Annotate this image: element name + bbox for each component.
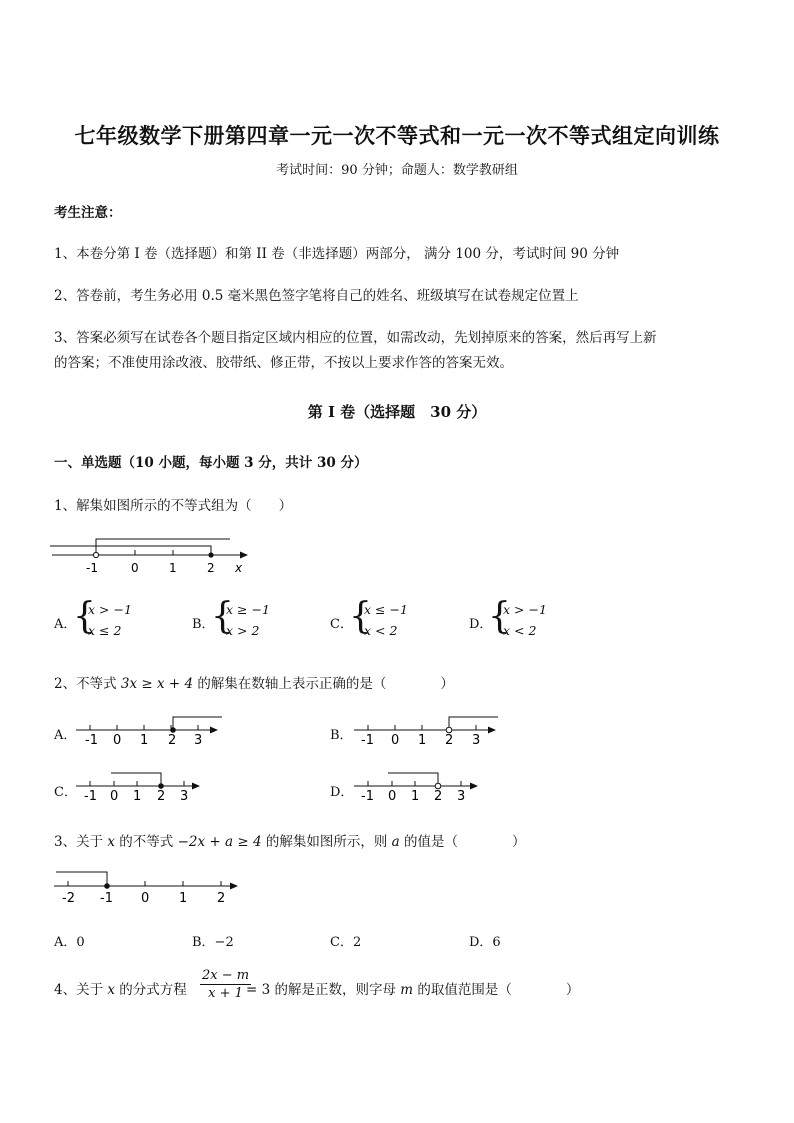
tick-label: 3: [457, 789, 466, 804]
question-3-number-line: [50, 864, 250, 908]
q3-option-c[interactable]: C．2: [330, 935, 362, 950]
stem-text: 的解集在数轴上表示正确的是（ ）: [193, 676, 454, 692]
q1-option-d-line-1: x > −1: [503, 602, 547, 617]
fraction: [200, 968, 251, 1001]
tick-label: 3: [472, 733, 481, 748]
stem-text: 4、关于: [54, 982, 108, 998]
q2-option-b-label[interactable]: B．: [330, 728, 353, 743]
tick-label: 1: [418, 733, 427, 748]
q1-option-c-label[interactable]: C．: [330, 617, 353, 632]
tick-label: 1: [133, 789, 142, 804]
stem-text: 的取值范围是（ ）: [413, 982, 580, 998]
tick-label: 0: [131, 561, 139, 575]
question-2-stem: [54, 672, 454, 692]
tick-label: 2: [157, 789, 166, 804]
solid-point: [158, 783, 164, 789]
tick-label: 2: [168, 733, 177, 748]
variable: x: [107, 834, 116, 850]
tick-label: 1: [140, 733, 149, 748]
question-1-stem: 1、解集如图所示的不等式组为（ ）: [54, 498, 293, 514]
range-bracket-right: [50, 546, 211, 555]
variable: m: [400, 982, 414, 998]
tick-label: 1: [179, 891, 188, 906]
solid-point: [208, 552, 213, 557]
fraction-numerator: 2x − m: [202, 968, 250, 983]
question-1-number-line: [50, 528, 260, 576]
q3-option-a[interactable]: A．0: [54, 935, 85, 950]
tick-label: 2: [434, 789, 443, 804]
q2-option-c-number-line[interactable]: [72, 768, 212, 804]
q2-option-a-label[interactable]: A．: [54, 728, 77, 743]
brace: {: [488, 596, 511, 637]
tick-label: -1: [84, 789, 97, 804]
q3-option-b[interactable]: B．−2: [192, 935, 234, 950]
tick-label: 0: [110, 789, 119, 804]
tick-label: -2: [62, 891, 75, 906]
tick-label: 0: [388, 789, 397, 804]
variable: a: [391, 834, 400, 850]
q1-option-b-line-2: x > 2: [226, 623, 260, 638]
q2-option-b-number-line[interactable]: [350, 712, 510, 748]
section-heading: 第 I 卷（选择题 30 分）: [307, 403, 487, 421]
axis-arrow: [240, 552, 248, 559]
tick-label: 3: [194, 733, 203, 748]
stem-text: 的值是（ ）: [399, 834, 526, 850]
inequality: 3x ≥ x + 4: [120, 676, 194, 692]
notice-item-1: 1、本卷分第 I 卷（选择题）和第 II 卷（非选择题）两部分， 满分 100 分，考试时间 90 分钟: [54, 246, 620, 262]
stem-text: 3、关于: [54, 834, 108, 850]
q2-option-c-label[interactable]: C．: [54, 785, 77, 800]
tick-label: 3: [180, 789, 189, 804]
tick-label: 2: [445, 733, 454, 748]
notice-item-3-line-1: 3、答案必须写在试卷各个题目指定区域内相应的位置，如需改动，先划掉原来的答案，然后再写上新: [54, 330, 657, 346]
tick-label: 2: [217, 891, 226, 906]
tick-label: 1: [169, 561, 177, 575]
open-point: [93, 552, 98, 557]
brace: {: [73, 596, 96, 637]
tick-label: -1: [100, 891, 113, 906]
tick-label: -1: [361, 789, 374, 804]
q2-option-a-number-line[interactable]: [72, 712, 232, 748]
q1-option-a-line-2: x ≤ 2: [88, 623, 122, 638]
axis-variable: x: [235, 561, 243, 575]
q3-option-d[interactable]: D．6: [469, 935, 501, 950]
q1-option-d-label[interactable]: D．: [469, 617, 493, 632]
stem-text: 2、不等式: [54, 676, 121, 692]
notice-item-2: 2、答卷前，考生务必用 0.5 毫米黑色签字笔将自己的姓名、班级填写在试卷规定位置上: [54, 288, 579, 304]
q1-option-a-line-1: x > −1: [88, 602, 132, 617]
fraction-denominator: x + 1: [208, 986, 243, 1001]
range-bracket-left: [96, 539, 230, 555]
stem-text: 的解集如图所示，则: [261, 834, 392, 850]
tick-label: 0: [391, 733, 400, 748]
tick-label: -1: [85, 733, 98, 748]
q1-option-b-line-1: x ≥ −1: [226, 602, 270, 617]
inequality: −2x + a ≥ 4: [177, 834, 262, 850]
stem-text: 的不等式: [115, 834, 178, 850]
q1-option-c-line-1: x ≤ −1: [364, 602, 408, 617]
question-3-stem: [54, 830, 526, 850]
stem-text: 的解是正数，则字母: [270, 982, 401, 998]
tick-label: 0: [113, 733, 122, 748]
equation-rhs: = 3: [246, 982, 271, 998]
question-4-stem-a: [54, 978, 187, 998]
tick-label: 2: [207, 561, 215, 575]
q1-option-c-line-2: x < 2: [364, 623, 398, 638]
stem-text: 的分式方程: [115, 982, 187, 998]
variable: x: [107, 982, 116, 998]
page-title: 七年级数学下册第四章一元一次不等式和一元一次不等式组定向训练: [74, 123, 720, 148]
brace: {: [211, 596, 234, 637]
q1-option-d-line-2: x < 2: [503, 623, 537, 638]
tick-label: -1: [86, 561, 98, 575]
q2-option-d-number-line[interactable]: [350, 768, 490, 804]
tick-label: 0: [141, 891, 150, 906]
q2-option-d-label[interactable]: D．: [330, 785, 354, 800]
section-subheading: 一、单选题（10 小题，每小题 3 分，共计 30 分）: [54, 455, 368, 471]
solid-point: [170, 727, 176, 733]
question-4-stem-b: [246, 978, 579, 998]
tick-label: 1: [411, 789, 420, 804]
q1-option-b-label[interactable]: B．: [192, 617, 215, 632]
q1-option-a-label[interactable]: A．: [54, 617, 77, 632]
open-point: [446, 727, 452, 733]
solid-point: [104, 883, 110, 889]
tick-label: -1: [361, 733, 374, 748]
notice-heading: 考生注意：: [54, 205, 122, 221]
open-point: [435, 783, 441, 789]
brace: {: [349, 596, 372, 637]
exam-info: 考试时间：90 分钟；命题人：数学教研组: [276, 163, 518, 178]
notice-item-3-line-2: 的答案；不准使用涂改液、胶带纸、修正带，不按以上要求作答的答案无效。: [54, 355, 513, 371]
